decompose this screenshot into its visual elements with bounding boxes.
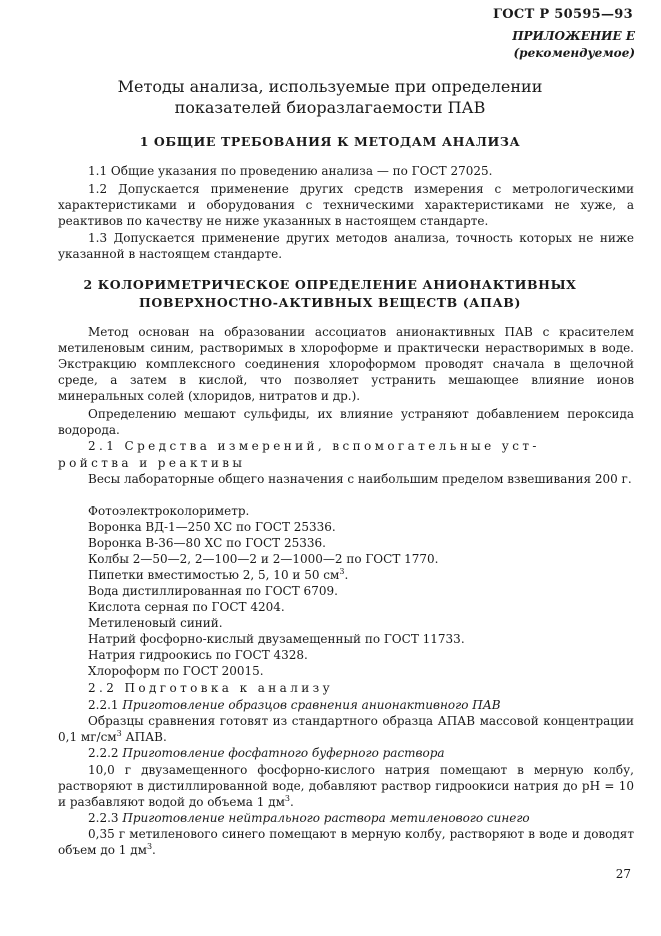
list-item-water: Вода дистиллированная по ГОСТ 6709. bbox=[88, 584, 338, 598]
paragraph-1-1: 1.1 Общие указания по проведению анализа — по ГОСТ 27025. bbox=[88, 164, 493, 178]
subsection-2-2-1-text-end: АПАВ. bbox=[121, 730, 167, 744]
subsection-2-2-3-number: 2.2.3 bbox=[88, 811, 119, 825]
title-line-2: показателей биоразлагаемости ПАВ bbox=[174, 98, 486, 117]
appendix-title: ПРИЛОЖЕНИЕ Е bbox=[512, 29, 635, 43]
subsection-2-2-3-title: Приготовление нейтрального раствора метиленового синего bbox=[122, 811, 530, 825]
subsection-2-2-2-text bbox=[58, 762, 634, 810]
section-1-heading: 1 ОБЩИЕ ТРЕБОВАНИЯ К МЕТОДАМ АНАЛИЗА bbox=[139, 134, 521, 149]
list-item-methylene-blue: Метиленовый синий. bbox=[88, 616, 223, 630]
subsection-2-2-2-heading bbox=[58, 745, 634, 761]
section-2-heading-line-2: ПОВЕРХНОСТНО-АКТИВНЫХ ВЕЩЕСТВ (АПАВ) bbox=[139, 295, 521, 310]
appendix-note: (рекомендуемое) bbox=[513, 46, 635, 60]
list-item-photocolorimeter: Фотоэлектроколориметр. bbox=[88, 504, 250, 518]
paragraph-1-2: 1.2 Допускается применение других средств измерения с метрологическими характеристиками и оборудования с техническими характеристиками не хуже, а реактивов по качеству не ниже указанных в настоящем стандарте. bbox=[58, 182, 634, 228]
page-number: 27 bbox=[615, 867, 631, 881]
subsection-2-2-3-heading bbox=[58, 810, 634, 826]
method-paragraph: Метод основан на образовании ассоциатов анионактивных ПАВ с красителем метиленовым синим, растворимых в хлороформе и практически нерастворимых в воде. Экстракцию комплексного соединения хлороформом проводят сначала в щелочной среде, а затем в кислой, что позволяет устранить мешающее влияние ионов минеральных солей (хлоридов, нитратов и др.). bbox=[58, 325, 634, 403]
subsection-2-2-2-text-end: . bbox=[290, 795, 294, 809]
interference-paragraph: Определению мешают сульфиды, их влияние устраняют добавлением пероксида водорода. bbox=[58, 407, 634, 437]
list-item-pipettes: Пипетки вместимостью 2, 5, 10 и 50 $см^3$. bbox=[88, 567, 349, 582]
list-item-funnel-vd: Воронка ВД-1—250 ХС по ГОСТ 25336. bbox=[88, 520, 336, 534]
superscript-3: 3 bbox=[284, 794, 291, 803]
title-line-1: Методы анализа, используемые при определении bbox=[117, 77, 543, 96]
list-item-sodium-hydroxide: Натрия гидроокись по ГОСТ 4328. bbox=[88, 648, 308, 662]
subsection-2-2-1-heading bbox=[58, 697, 634, 713]
subsection-2-2-2-text-body: 10,0 г двузамещенного фосфорно-кислого натрия помещают в мерную колбу, растворяют в дистиллированной воде, добавляют раствор гидроокиси натрия до рН = 10 и разбавляют водой до объема 1 дм bbox=[58, 763, 634, 809]
list-item-scales: Весы лабораторные общего назначения с наибольшим пределом взвешивания 200 г. bbox=[88, 472, 632, 486]
subsection-2-1-line-1: 2.1 Средства измерений, вспомогательные уст- bbox=[88, 439, 540, 453]
list-item-pipettes-text: Пипетки вместимостью 2, 5, 10 и 50 см bbox=[88, 568, 340, 582]
subsection-2-2-1-text bbox=[58, 713, 634, 745]
list-item-sulfuric-acid: Кислота серная по ГОСТ 4204. bbox=[88, 600, 285, 614]
list-item-flasks: Колбы 2—50—2, 2—100—2 и 2—1000—2 по ГОСТ 1770. bbox=[88, 552, 439, 566]
list-item-chloroform: Хлороформ по ГОСТ 20015. bbox=[88, 664, 264, 678]
subsection-2-2-1-title: Приготовление образцов сравнения анионактивного ПАВ bbox=[122, 698, 501, 712]
superscript-3: 3 bbox=[146, 842, 153, 851]
superscript-3: 3 bbox=[339, 567, 345, 576]
subsection-2-2-1-text-body: Образцы сравнения готовят из стандартного образца АПАВ массовой концентрации 0,1 мг/см bbox=[58, 714, 634, 744]
subsection-2-2-1-number: 2.2.1 bbox=[88, 698, 119, 712]
subsection-2-2-3-text-end: . bbox=[152, 843, 156, 857]
subsection-2-2-2-title: Приготовление фосфатного буферного раствора bbox=[122, 746, 445, 760]
superscript-3: 3 bbox=[116, 729, 122, 738]
subsection-2-2-3-text bbox=[58, 826, 634, 858]
list-item-sodium-phosphate: Натрий фосфорно-кислый двузамещенный по ГОСТ 11733. bbox=[88, 632, 465, 646]
appendix-label bbox=[512, 28, 635, 62]
subsection-2-2-2-number: 2.2.2 bbox=[88, 746, 119, 760]
subsection-2-2-heading: 2.2 Подготовка к анализу bbox=[88, 681, 334, 695]
section-2-heading-line-1: 2 КОЛОРИМЕТРИЧЕСКОЕ ОПРЕДЕЛЕНИЕ АНИОНАКТИВНЫХ bbox=[83, 277, 577, 292]
subsection-2-2-3-text-body: 0,35 г метиленового синего помещают в мерную колбу, растворяют в воде и доводят объем до 1 дм bbox=[58, 827, 634, 857]
section-2-heading bbox=[40, 276, 620, 312]
standard-code: ГОСТ Р 50595—93 bbox=[493, 7, 633, 22]
document-title bbox=[40, 76, 620, 118]
paragraph-1-3: 1.3 Допускается применение других методов анализа, точность которых не ниже указанной в настоящем стандарте. bbox=[58, 231, 634, 261]
list-item-funnel-v: Воронка В-36—80 ХС по ГОСТ 25336. bbox=[88, 536, 326, 550]
subsection-2-1-line-2: ройства и реактивы bbox=[58, 456, 246, 470]
